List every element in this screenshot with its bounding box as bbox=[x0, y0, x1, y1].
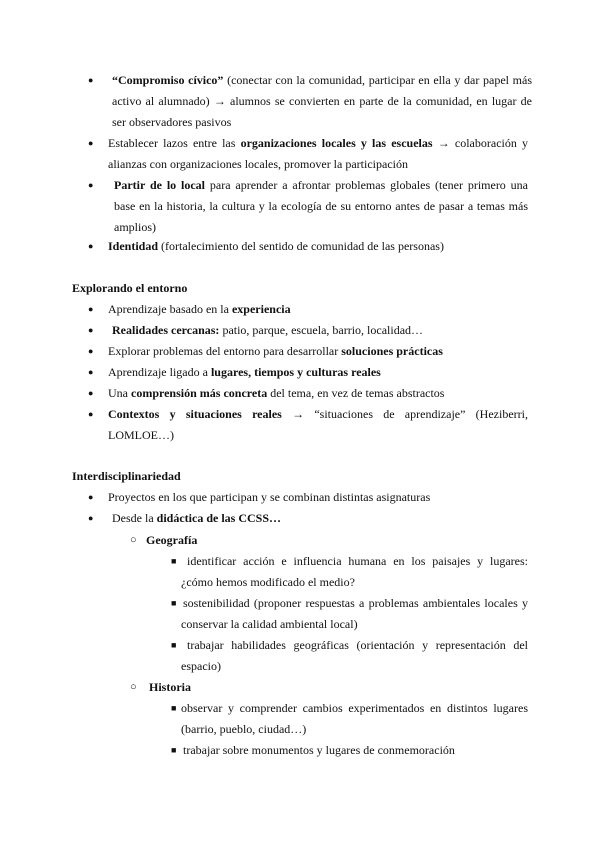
square-bullet-icon: ■ bbox=[171, 640, 177, 650]
bullet-icon: ● bbox=[88, 180, 94, 190]
circle-bullet-icon: ○ bbox=[130, 681, 137, 693]
section-heading: Explorando el entorno bbox=[72, 281, 188, 295]
list-item: Aprendizaje ligado a lugares, tiempos y culturas reales bbox=[108, 365, 381, 379]
circle-bullet-icon: ○ bbox=[130, 534, 137, 546]
list-item: trabajar sobre monumentos y lugares de conmemoración bbox=[183, 743, 455, 757]
list-item: Una comprensión más concreta del tema, en vez de temas abstractos bbox=[108, 386, 445, 400]
bullet-icon: ● bbox=[88, 75, 94, 85]
list-item: trabajar habilidades geográficas (orientación y representación del espacio) bbox=[181, 638, 528, 673]
bullet-icon: ● bbox=[88, 388, 94, 398]
list-item: Realidades cercanas: patio, parque, escuela, barrio, localidad… bbox=[112, 323, 424, 337]
bullet-icon: ● bbox=[88, 304, 94, 314]
list-item: identificar acción e influencia humana en los paisajes y lugares: ¿cómo hemos modificado el medio? bbox=[181, 554, 528, 589]
list-item: Desde la didáctica de las CCSS… bbox=[112, 511, 282, 525]
list-item: “Compromiso cívico” (conectar con la comunidad, participar en ella y dar papel más activo al alumnado) → alumnos se convierten en parte de la comunidad, en lugar de ser observadores pasivos bbox=[112, 73, 532, 129]
bullet-icon: ● bbox=[88, 513, 94, 523]
list-item: Explorar problemas del entorno para desarrollar soluciones prácticas bbox=[108, 344, 443, 358]
list-item: Contextos y situaciones reales → “situaciones de aprendizaje” (Heziberri, LOMLOE…) bbox=[108, 407, 528, 442]
square-bullet-icon: ■ bbox=[171, 598, 177, 608]
square-bullet-icon: ■ bbox=[171, 556, 177, 566]
list-item: Aprendizaje basado en la experiencia bbox=[108, 302, 291, 316]
subheading-historia: Historia bbox=[149, 680, 191, 694]
list-item: Identidad (fortalecimiento del sentido de comunidad de las personas) bbox=[108, 239, 444, 253]
subheading-geografia: Geografía bbox=[146, 533, 198, 547]
bullet-icon: ● bbox=[88, 241, 94, 251]
list-item: Establecer lazos entre las organizaciones locales y las escuelas → colaboración y alianzas con organizaciones locales, promover la participación bbox=[108, 136, 529, 171]
bullet-icon: ● bbox=[88, 346, 94, 356]
bullet-icon: ● bbox=[88, 138, 94, 148]
list-item: Partir de lo local para aprender a afrontar problemas globales (tener primero una base en la historia, la cultura y la ecología de su entorno antes de pasar a temas más amplios) bbox=[114, 178, 528, 234]
square-bullet-icon: ■ bbox=[171, 703, 177, 713]
bullet-icon: ● bbox=[88, 367, 94, 377]
bullet-icon: ● bbox=[88, 409, 94, 419]
bullet-icon: ● bbox=[88, 325, 94, 335]
list-item: observar y comprender cambios experimentados en distintos lugares (barrio, pueblo, ciudad…) bbox=[181, 701, 528, 736]
list-item: sostenibilidad (proponer respuestas a problemas ambientales locales y conservar la calidad ambiental local) bbox=[181, 596, 528, 631]
square-bullet-icon: ■ bbox=[171, 745, 177, 755]
list-item: Proyectos en los que participan y se combinan distintas asignaturas bbox=[108, 490, 431, 504]
bullet-icon: ● bbox=[88, 492, 94, 502]
section-heading: Interdisciplinariedad bbox=[72, 469, 181, 483]
